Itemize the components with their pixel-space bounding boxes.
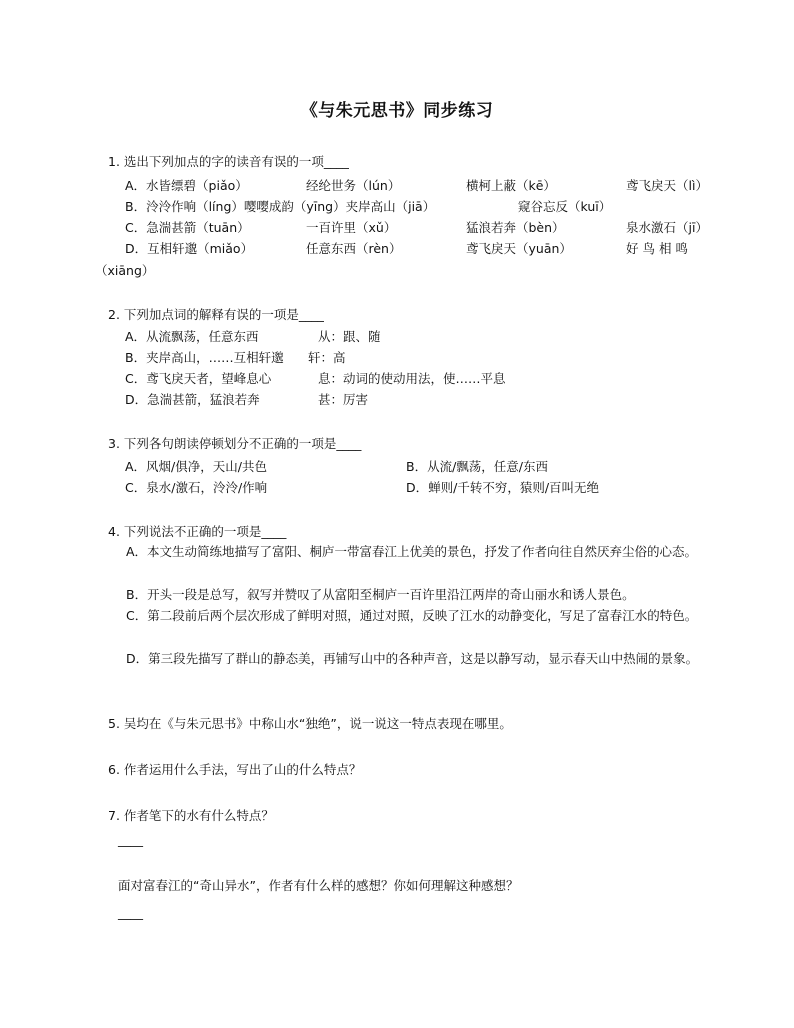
q1-option-d-3: 鸢飞戾天（yuān） — [466, 241, 572, 256]
q1-option-d-wrap: （xiāng） — [95, 263, 155, 278]
page-title: 《与朱元思书》同步练习 — [300, 101, 494, 121]
q1-option-a-1: A．水皆缥碧（piǎo） — [125, 178, 248, 193]
q1-option-a-4: 鸢飞戾天（lì） — [626, 178, 708, 193]
question-8: 面对富春江的“奇山异水”，作者有什么样的感想？你如何理解这种感想？ — [118, 878, 519, 893]
q4-option-d: D．第三段先描写了群山的静态美，再铺写山中的各种声音，这是以静写动，显示春天山中热闹的景象。 — [126, 651, 699, 666]
q2-option-d: D．急湍甚箭，猛浪若奔 — [125, 392, 260, 407]
q2-option-c: C．鸢飞戾天者，望峰息心 — [125, 371, 272, 386]
q2-option-d-gloss: 甚：厉害 — [318, 392, 369, 407]
q1-option-b-1: B．泠泠作响（líng）嘤嘤成韵（yīng）夹岸高山（jiā） — [125, 199, 436, 214]
q1-option-b-2: 窥谷忘反（kuī） — [518, 199, 612, 214]
question-1-stem: 1. 选出下列加点的字的读音有误的一项____ — [108, 154, 349, 169]
q2-option-c-gloss: 息：动词的使动用法，使……平息 — [318, 371, 506, 386]
question-2-stem: 2. 下列加点词的解释有误的一项是____ — [108, 307, 324, 322]
question-6: 6. 作者运用什么手法，写出了山的什么特点？ — [108, 762, 362, 777]
question-7: 7. 作者笔下的水有什么特点？ — [108, 808, 274, 823]
q4-option-b: B．开头一段是总写，叙写并赞叹了从富阳至桐庐一百许里沿江两岸的奇山丽水和诱人景色。 — [126, 587, 635, 602]
question-3-stem: 3. 下列各句朗读停顿划分不正确的一项是____ — [108, 436, 362, 451]
q2-option-a-gloss: 从：跟、随 — [318, 329, 381, 344]
answer-blank-2: ____ — [118, 905, 143, 920]
q1-option-c-2: 一百许里（xǔ） — [306, 220, 397, 235]
q1-option-d-4: 好 鸟 相 鸣 — [626, 241, 688, 256]
question-5: 5. 吴均在《与朱元思书》中称山水“独绝”，说一说这一特点表现在哪里。 — [108, 716, 512, 731]
q1-option-d-2: 任意东西（rèn） — [306, 241, 402, 256]
q2-option-a: A．从流飘荡，任意东西 — [125, 329, 259, 344]
q3-option-d: D．蝉则/千转不穷，猿则/百叫无绝 — [406, 480, 600, 495]
q3-option-a: A．风烟/俱净，天山/共色 — [125, 459, 267, 474]
q2-option-b-gloss: 轩：高 — [308, 350, 346, 365]
q1-option-d-1: D．互相轩邈（miǎo） — [125, 241, 254, 256]
q1-option-c-4: 泉水激石（jī） — [626, 220, 708, 235]
q4-option-c: C．第二段前后两个层次形成了鲜明对照，通过对照，反映了江水的动静变化，写足了富春江水的特色。 — [126, 608, 698, 623]
q1-option-c-3: 猛浪若奔（bèn） — [466, 220, 565, 235]
q1-option-a-2: 经纶世务（lún） — [306, 178, 401, 193]
q1-option-a-3: 横柯上蔽（kē） — [466, 178, 556, 193]
q4-option-a: A．本文生动简练地描写了富阳、桐庐一带富春江上优美的景色，抒发了作者向往自然厌弃尘俗的心态。 — [126, 544, 698, 559]
question-4-stem: 4. 下列说法不正确的一项是____ — [108, 524, 287, 539]
q3-option-b: B．从流/飘荡，任意/东西 — [406, 459, 548, 474]
q3-option-c: C．泉水/激石，泠泠/作响 — [125, 480, 268, 495]
q2-option-b: B．夹岸高山，……互相轩邈 — [125, 350, 284, 365]
answer-blank-1: ____ — [118, 832, 143, 847]
q1-option-c-1: C．急湍甚箭（tuān） — [125, 220, 250, 235]
